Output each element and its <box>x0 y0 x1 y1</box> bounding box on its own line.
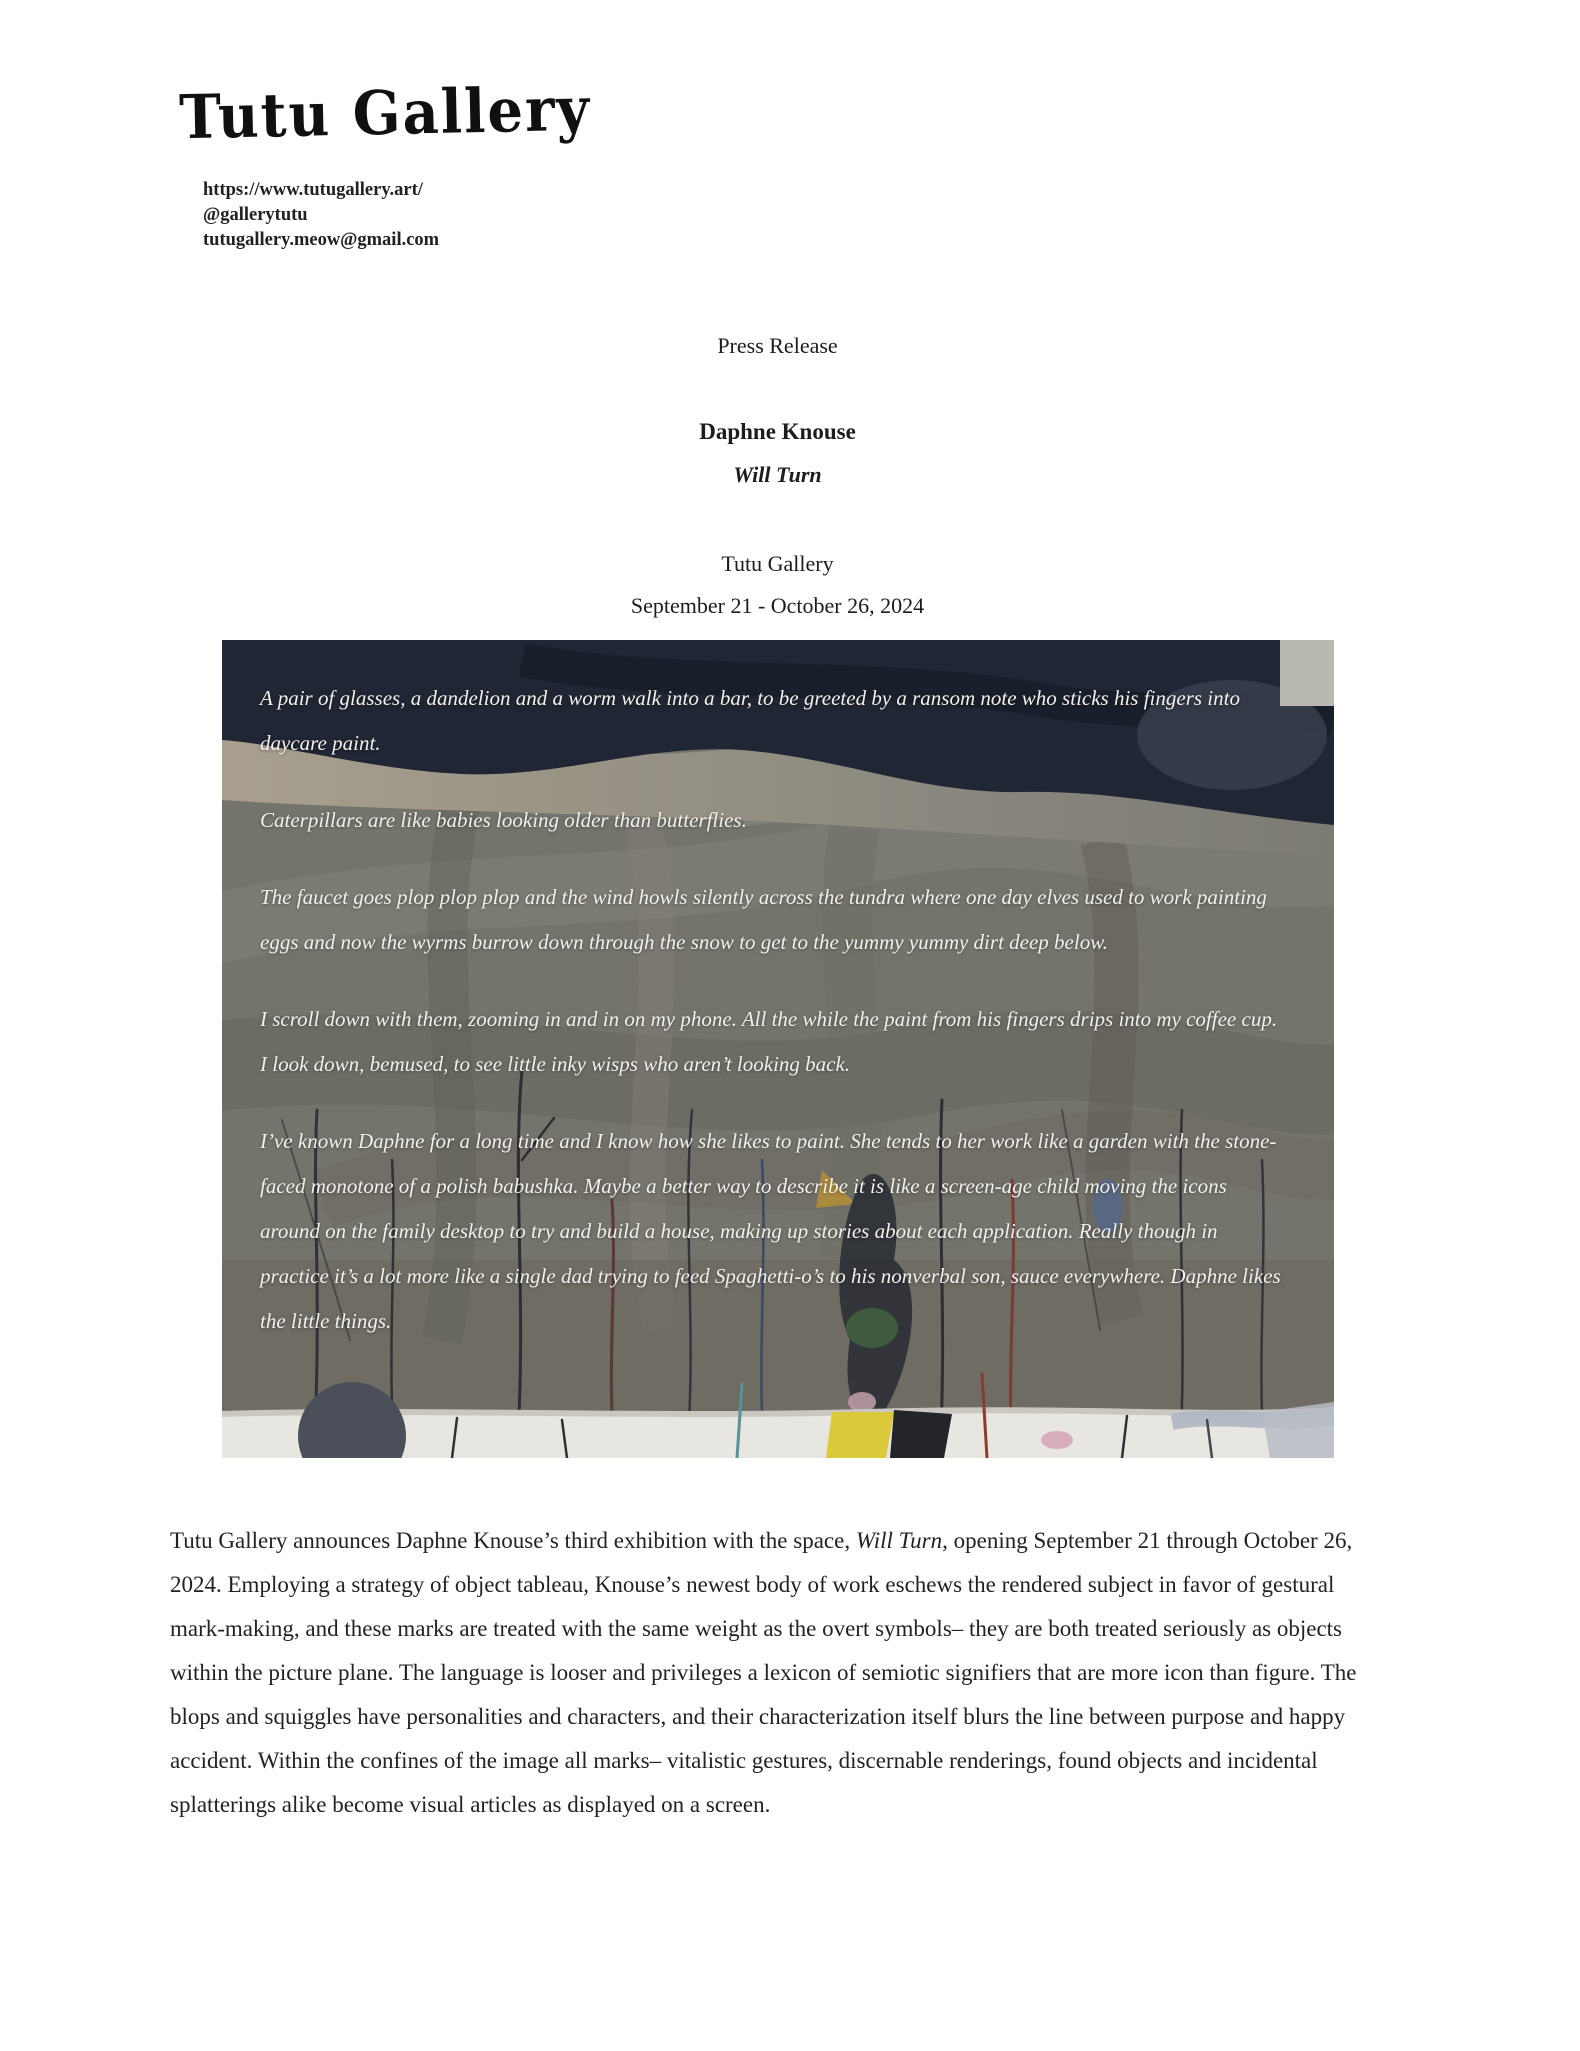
exhibition-dates: September 21 - October 26, 2024 <box>630 593 925 618</box>
venue-name: Tutu Gallery <box>721 551 834 576</box>
gallery-contact-block <box>203 178 439 253</box>
gallery-logo-wordmark: Tutu Gallery <box>178 73 592 154</box>
exhibition-title: Will Turn <box>733 462 822 487</box>
body-text-segment: Tutu Gallery announces Daphne Knouse’s third exhibition with the space, <box>170 1528 856 1553</box>
gallery-email-link[interactable]: tutugallery.meow@gmail.com <box>203 230 440 250</box>
artist-name: Daphne Knouse <box>699 419 856 444</box>
gallery-social-handle: @gallerytutu <box>203 205 308 225</box>
press-release-body <box>170 1519 1385 1827</box>
body-text-segment: , opening September 21 through October 26, 2024. Employing a strategy of object tableau, Knouse’s newest body of work eschews the rendered subject in favor of gestural mark-making, and these marks are treated with the same weight as the overt symbols– they are both treated seriously as objects within the picture plane. The language is looser and privileges a lexicon of semiotic signifiers that are more icon than figure. The blops and squiggles have personalities and characters, and their characterization itself blurs the line between purpose and happy accident. Within the confines of the image all marks– vitalistic gestures, discernable renderings, found objects and incidental splatterings alike become visual articles as displayed on a screen. <box>170 1528 1357 1817</box>
artwork-figure <box>222 640 1334 1458</box>
exhibition-title-inline: Will Turn <box>855 1528 943 1553</box>
statement-paragraph: Caterpillars are like babies looking older than butterflies. <box>260 808 747 832</box>
statement-paragraph: A pair of glasses, a dandelion and a worm walk into a bar, to be greeted by a ransom note who sticks his fingers into daycare paint. <box>260 686 1240 755</box>
statement-paragraph: I scroll down with them, zooming in and in on my phone. All the while the paint from his fingers drips into my coffee cup. I look down, bemused, to see little inky wisps who aren’t looking back. <box>260 1007 1278 1076</box>
statement-paragraph: I’ve known Daphne for a long time and I know how she likes to paint. She tends to her work like a garden with the stone-faced monotone of a polish babushka. Maybe a better way to describe it is like a screen-age child moving the icons around on the family desktop to try and build a house, making up stories about each application. Really though in practice it’s a lot more like a single dad trying to feed Spaghetti-o’s to his nonverbal son, sauce everywhere. Daphne likes the little things. <box>260 1129 1281 1333</box>
statement-paragraph: The faucet goes plop plop plop and the wind howls silently across the tundra where one day elves used to work painting eggs and now the wyrms burrow down through the snow to get to the yummy yummy dirt deep below. <box>260 885 1267 954</box>
press-release-label: Press Release <box>717 333 838 358</box>
gallery-website-link[interactable]: https://www.tutugallery.art/ <box>203 180 423 200</box>
artwork-statement-overlay <box>222 640 1334 1458</box>
